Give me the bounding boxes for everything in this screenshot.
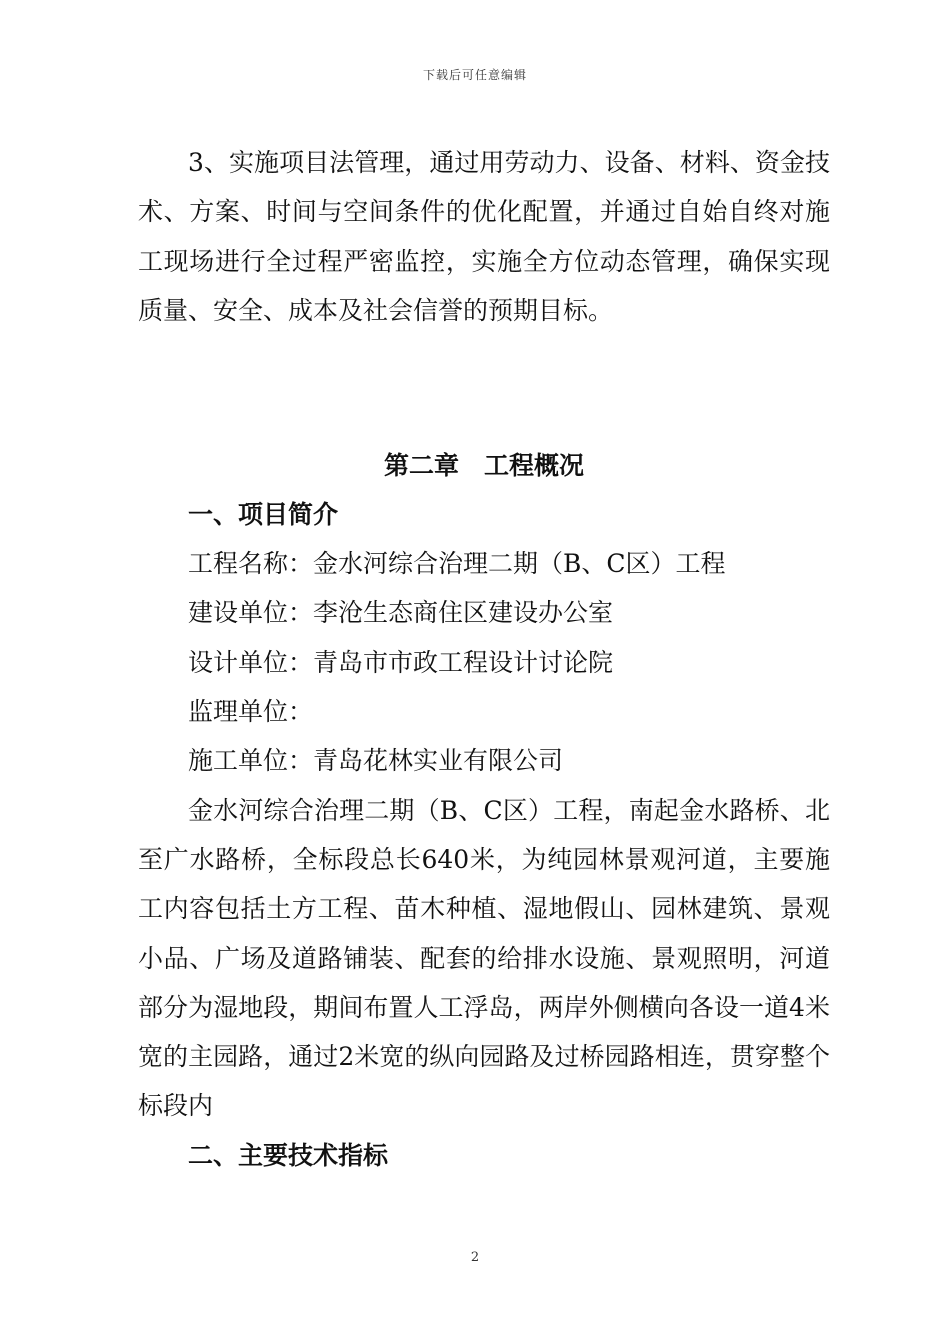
chapter-title: 第二章 工程概况 [383,451,584,481]
intro-paragraph: 3、实施项目法管理，通过用劳动力、设备、材料、资金技术、方案、时间与空间条件的优化配置，并通过自始自终对施工现场进行全过程严密监控，实施全方位动态管理，确保实现质量、安全、成本及社会信誉的预期目标。 [138,148,830,325]
field-supervision-unit: 监理单位： [188,697,314,727]
page-header: 下载后可任意编辑 [422,68,527,82]
page-content [138,138,830,1180]
project-description: 金水河综合治理二期（B、C区）工程，南起金水路桥、北至广水路桥，全标段总长640米，为纯园林景观河道，主要施工内容包括土方工程、苗木种植、湿地假山、园林建筑、景观小品、广场及道路铺装、配套的给排水设施、景观照明，河道部分为湿地段，期间布置人工浮岛，两岸外侧横向各设一道4米宽的主园路，通过2米宽的纵向园路及过桥园路相连，贯穿整个标段内 [138,795,830,1121]
field-contractor: 施工单位：青岛花林实业有限公司 [188,746,564,776]
field-project-name: 工程名称：金水河综合治理二期（B、C区）工程 [188,549,726,579]
field-construction-unit: 建设单位：李沧生态商住区建设办公室 [188,598,614,628]
spacer [138,335,830,441]
page-number: 2 [470,1250,480,1265]
section-heading-tech-indicators: 二、主要技术指标 [188,1140,389,1170]
section-heading-project-intro: 一、项目简介 [188,500,339,530]
field-design-unit: 设计单位：青岛市市政工程设计讨论院 [188,647,614,677]
